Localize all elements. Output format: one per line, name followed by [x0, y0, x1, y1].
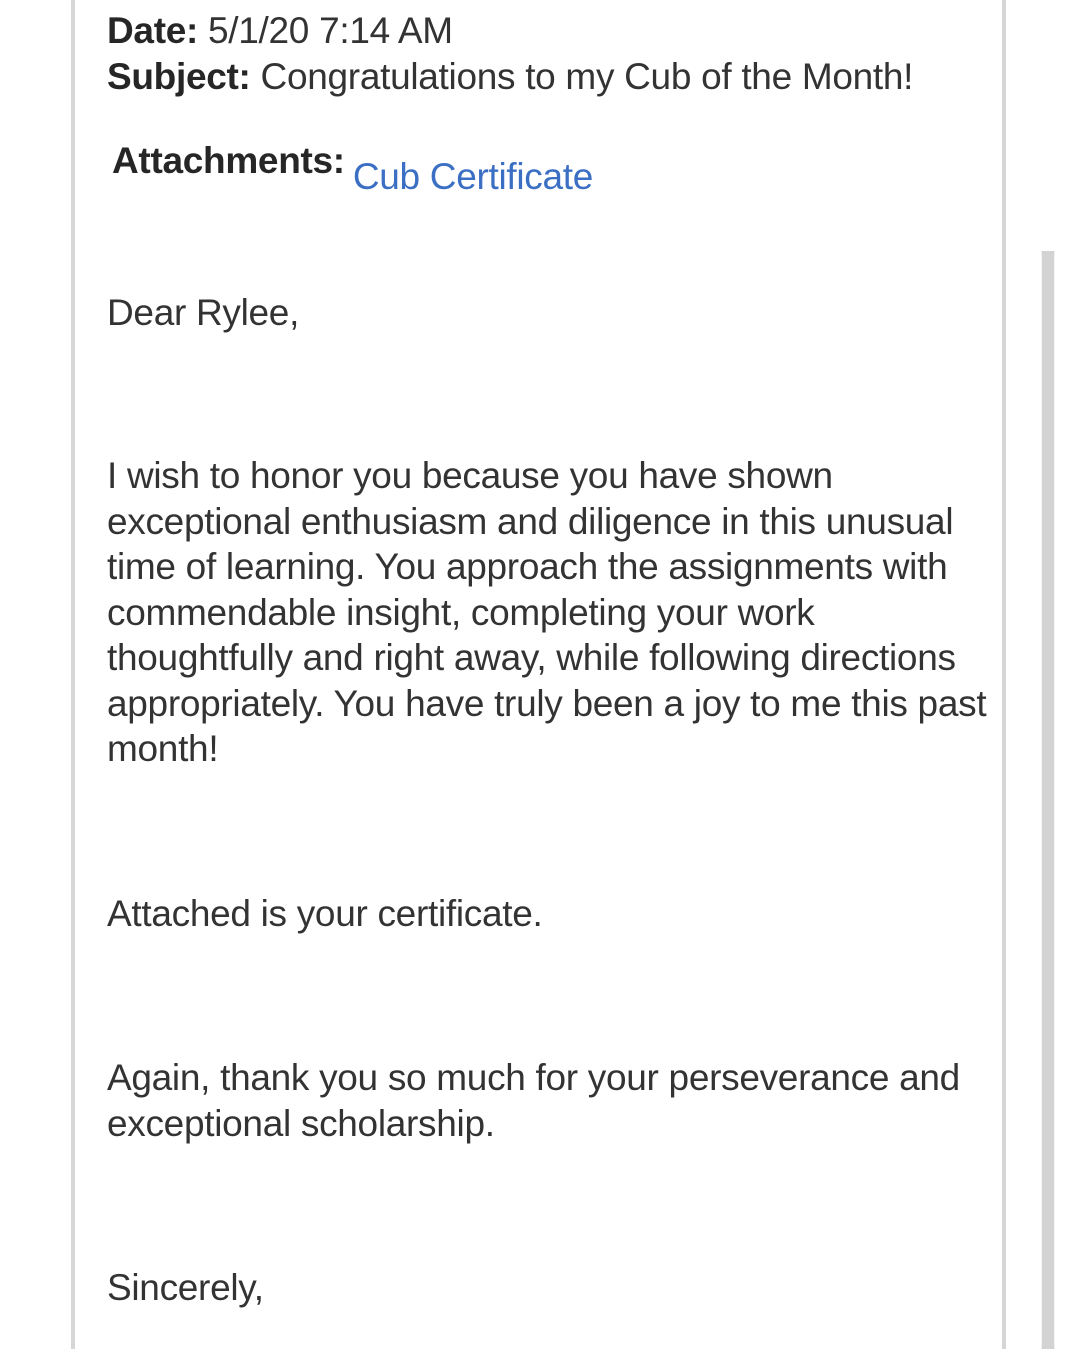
subject-row	[107, 54, 913, 100]
attachments-row	[112, 140, 594, 197]
date-value: 5/1/20 7:14 AM	[208, 10, 453, 51]
closing: Sincerely,	[107, 1267, 264, 1308]
body-paragraph-2: Attached is your certificate.	[107, 893, 543, 934]
date-label: Date:	[107, 10, 199, 51]
subject-label: Subject:	[107, 56, 251, 97]
greeting: Dear Rylee,	[107, 292, 300, 333]
date-row	[107, 8, 453, 54]
scrollbar-thumb[interactable]	[1042, 251, 1054, 1349]
attachment-link-cub-certificate[interactable]: Cub Certificate	[352, 156, 594, 197]
message-frame-right-border	[1002, 0, 1006, 1349]
message-frame-left-border	[71, 0, 75, 1349]
body-paragraph-1: I wish to honor you because you have shown exceptional enthusiasm and diligence in this unusual time of learning. You approach the assignments with commendable insight, completing your work thoughtfully and right away, while following directions appropriately. You have truly been a joy to me this past month!	[107, 455, 987, 769]
body-paragraph-3: Again, thank you so much for your perseverance and exceptional scholarship.	[107, 1057, 960, 1144]
attachments-label: Attachments:	[112, 140, 345, 181]
subject-value: Congratulations to my Cub of the Month!	[260, 56, 914, 97]
